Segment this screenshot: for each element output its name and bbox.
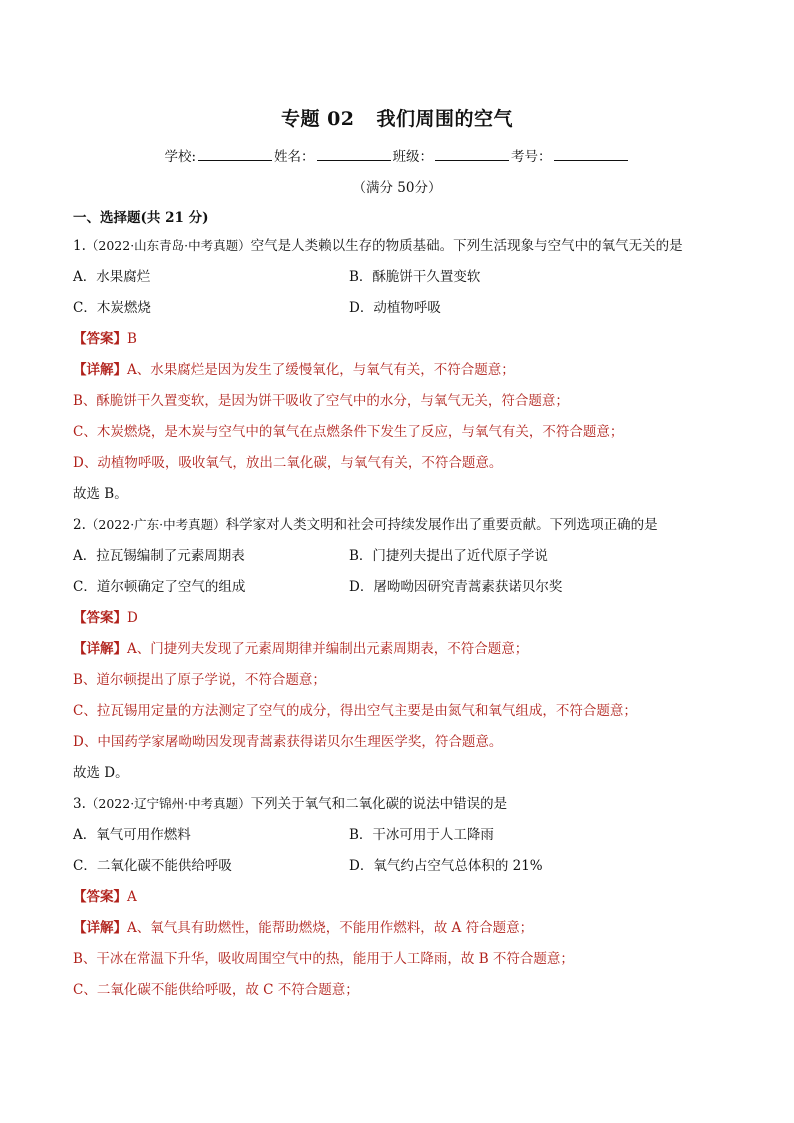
question-2-stem (73, 513, 733, 544)
question-1-options-row-2 (73, 296, 733, 327)
answer-value: B (127, 331, 137, 347)
question-2-detail-1 (73, 637, 733, 668)
question-1-detail-1 (73, 358, 733, 389)
question-3-options-row-1 (73, 823, 733, 854)
answer-tag: 【答案】 (73, 889, 127, 905)
detail-text: A、门捷列夫发现了元素周期律并编制出元素周期表，不符合题意； (127, 641, 529, 657)
question-text: 科学家对人类文明和社会可持续发展作出了重要贡献。下列选项正确的是 (225, 517, 658, 533)
option-b: B．酥脆饼干久置变软 (349, 269, 481, 285)
question-1-detail-3: C、木炭燃烧，是木炭与空气中的氧气在点燃条件下发生了反应，与氧气有关，不符合题意； (73, 424, 624, 440)
option-d: D．氧气约占空气总体积的 21% (349, 858, 543, 874)
option-c: C．二氧化碳不能供给呼吸 (73, 858, 232, 874)
detail-text: A、水果腐烂是因为发生了缓慢氧化，与氧气有关，不符合题意； (127, 362, 515, 378)
option-a: A．水果腐烂 (73, 269, 151, 285)
question-2-detail-4: D、中国药学家屠呦呦因发现青蒿素获得诺贝尔生理医学奖，符合题意。 (73, 734, 503, 750)
page-title (0, 104, 794, 131)
class-label: 班级： (392, 149, 434, 165)
option-b: B．干冰可用于人工降雨 (349, 827, 494, 843)
title-topic-name: 我们周围的空气 (376, 108, 514, 130)
question-3-detail-2: B、干冰在常温下升华，吸收周围空气中的热，能用于人工降雨，故 B 不符合题意； (73, 951, 574, 967)
question-1-answer (73, 327, 733, 358)
answer-value: A (127, 889, 137, 905)
name-blank (317, 148, 391, 161)
detail-text: A、氧气具有助燃性，能帮助燃烧，不能用作燃料，故 A 符合题意； (127, 920, 534, 936)
question-3-detail-1 (73, 916, 733, 947)
score-note: （满分 50分） (352, 180, 442, 196)
section-heading: 一、选择题(共 21 分) (73, 210, 209, 226)
question-1-stem (73, 234, 733, 265)
question-3-stem (73, 792, 733, 823)
option-d: D．动植物呼吸 (349, 300, 441, 316)
title-topic-number: 专题 02 (280, 108, 355, 130)
question-source: （2022·辽宁锦州·中考真题） (85, 796, 251, 811)
answer-value: D (127, 610, 138, 626)
question-number: 3. (73, 796, 86, 812)
option-d: D．屠呦呦因研究青蒿素获诺贝尔奖 (349, 579, 563, 595)
question-1-detail-2: B、酥脆饼干久置变软，是因为饼干吸收了空气中的水分，与氧气无关，符合题意； (73, 393, 569, 409)
option-a: A．拉瓦锡编制了元素周期表 (73, 548, 245, 564)
class-blank (435, 148, 509, 161)
question-3-answer (73, 885, 733, 916)
question-source: （2022·山东青岛·中考真题） (85, 238, 251, 253)
question-2-answer (73, 606, 733, 637)
question-3-options-row-2 (73, 854, 733, 885)
exam-no-blank (554, 148, 628, 161)
question-1-detail-4: D、动植物呼吸，吸收氧气，放出二氧化碳，与氧气有关，不符合题意。 (73, 455, 503, 471)
option-c: C．道尔顿确定了空气的组成 (73, 579, 246, 595)
question-2-options-row-1 (73, 544, 733, 575)
school-blank (198, 148, 272, 161)
school-label: 学校: (164, 149, 197, 165)
answer-tag: 【答案】 (73, 610, 127, 626)
question-3-detail-3: C、二氧化碳不能供给呼吸，故 C 不符合题意； (73, 982, 359, 998)
detail-tag: 【详解】 (73, 920, 127, 936)
option-c: C．木炭燃烧 (73, 300, 151, 316)
question-1-conclusion: 故选 B。 (73, 486, 128, 502)
student-info-line (0, 145, 794, 165)
question-2-conclusion: 故选 D。 (73, 765, 129, 781)
question-2-detail-2: B、道尔顿提出了原子学说，不符合题意； (73, 672, 326, 688)
question-2-detail-3: C、拉瓦锡用定量的方法测定了空气的成分，得出空气主要是由氮气和氧气组成，不符合题意； (73, 703, 637, 719)
question-text: 下列关于氧气和二氧化碳的说法中错误的是 (250, 796, 508, 812)
question-number: 2. (73, 517, 86, 533)
question-source: （2022·广东·中考真题） (85, 517, 226, 532)
answer-tag: 【答案】 (73, 331, 127, 347)
option-b: B．门捷列夫提出了近代原子学说 (349, 548, 548, 564)
question-2-options-row-2 (73, 575, 733, 606)
question-1-options-row-1 (73, 265, 733, 296)
question-text: 空气是人类赖以生存的物质基础。下列生活现象与空气中的氧气无关的是 (250, 238, 683, 254)
name-label: 姓名： (274, 149, 315, 165)
option-a: A．氧气可用作燃料 (73, 827, 191, 843)
exam-no-label: 考号： (511, 149, 552, 165)
question-number: 1. (73, 238, 86, 254)
detail-tag: 【详解】 (73, 641, 127, 657)
question-content (73, 206, 733, 1009)
detail-tag: 【详解】 (73, 362, 127, 378)
